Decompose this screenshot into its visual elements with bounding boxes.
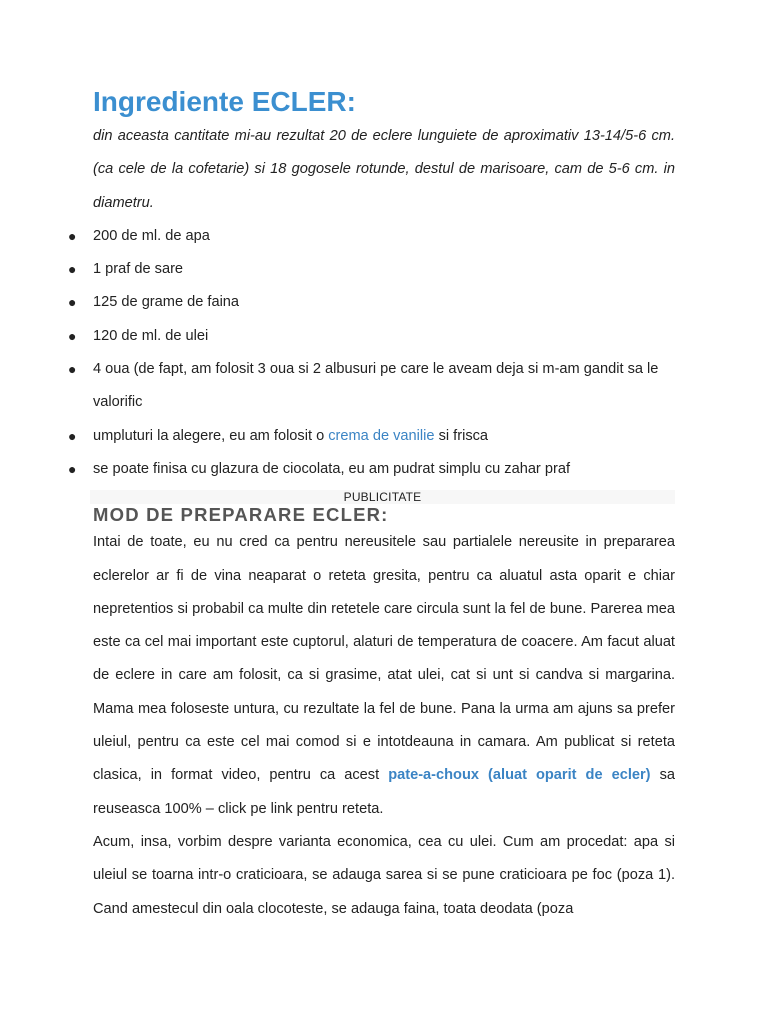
bullet-icon: ● [68, 294, 77, 311]
vanilla-cream-link[interactable]: crema de vanilie [328, 427, 435, 444]
bullet-icon: ● [68, 327, 77, 344]
bullet-icon: ● [68, 227, 77, 244]
list-item [68, 353, 675, 420]
list-item [68, 420, 675, 453]
list-item-text: 200 de ml. de apa [93, 227, 210, 244]
bullet-icon: ● [68, 427, 77, 444]
preparation-paragraph: Acum, insa, vorbim despre varianta economica, cea cu ulei. Cum am procedat: apa si uleiul se toarna intr-o craticioara, se adauga sarea si se pune craticioara pe foc (poza 1). Cand amestecul din oala clocoteste, se adauga faina, toata deodata (poza [93, 833, 675, 917]
list-item [68, 453, 675, 486]
list-item [68, 220, 675, 253]
list-item [68, 320, 675, 353]
list-item-text: umpluturi la alegere, eu am folosit o [93, 427, 329, 444]
pate-a-choux-link[interactable]: pate-a-choux (aluat oparit de ecler) [388, 767, 651, 784]
ingredients-heading: Ingrediente ECLER: [93, 86, 356, 117]
list-item [68, 286, 675, 319]
list-item-text: 120 de ml. de ulei [93, 327, 209, 344]
list-item-text: 125 de grame de faina [93, 294, 240, 311]
ad-label: PUBLICITATE [90, 490, 675, 504]
list-item-text: si frisca [434, 427, 489, 444]
list-item-text: 4 oua (de fapt, am folosit 3 oua si 2 albusuri pe care le aveam deja si m-am gandit sa le valorific [93, 361, 659, 411]
bullet-icon: ● [68, 361, 77, 378]
bullet-icon: ● [68, 261, 77, 278]
preparation-paragraph [93, 526, 675, 826]
article [68, 84, 675, 926]
bullet-icon: ● [68, 460, 77, 477]
ingredients-list [68, 220, 675, 486]
paragraph-text: Intai de toate, eu nu cred ca pentru nereusitele sau partialele nereusite in prepararea eclerelor ar fi de vina neaparat o reteta gresita, pentru ca aluatul asta oparit e chiar nepretentios si probabil ca multe din retetele care circula sunt la fel de bune. Parerea mea este ca cel mai important este cuptorul, alaturi de temperatura de coacere. Am facut aluat de eclere in care am folosit, ca si grasime, atat ulei, cat si unt si candva si margarina. Mama mea foloseste untura, cu rezultate la fel de bune. Pana la urma am ajuns sa prefer uleiul, pentru ca este cel mai comod si e intotdeauna in camara. Am publicat si reteta clasica, in format video, pentru ca acest [93, 534, 675, 784]
ingredients-intro: din aceasta cantitate mi-au rezultat 20 de eclere lunguiete de aproximativ 13-14/5-6 cm. (ca cele de la cofetarie) si 18 gogosele rotunde, destul de marisoare, cam de 5-6 cm. in diametru. [93, 128, 675, 211]
list-item [68, 253, 675, 286]
paragraph-text: sa reuseasca 100% – click pe link pentru reteta. [93, 767, 675, 817]
preparation-heading: MOD DE PREPARARE ECLER: [93, 504, 389, 526]
list-item-text: se poate finisa cu glazura de ciocolata, eu am pudrat simplu cu zahar praf [93, 460, 570, 477]
list-item-text: 1 praf de sare [93, 261, 184, 278]
